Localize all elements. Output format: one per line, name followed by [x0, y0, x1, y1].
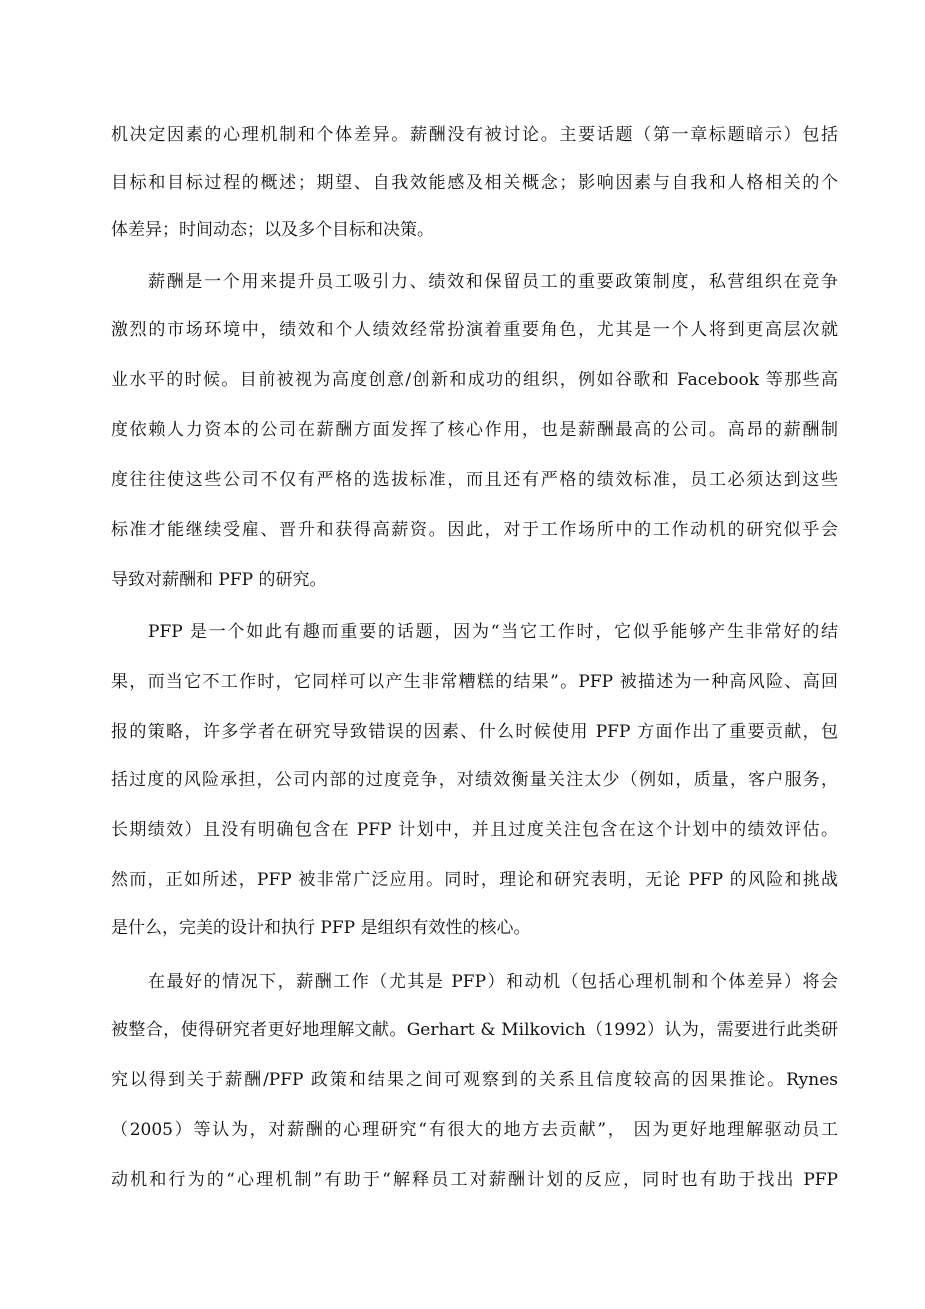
text-line: 体差异；时间动态；以及多个目标和决策。: [111, 220, 434, 240]
text-line: 然而，正如所述，PFP 被非常广泛应用。同时，理论和研究表明，无论 PFP 的风险和挑战: [111, 870, 838, 890]
text-line: 业水平的时候。目前被视为高度创意/创新和成功的组织，例如谷歌和 Facebook 等那些高: [111, 370, 838, 390]
text-line: 果，而当它不工作时，它同样可以产生非常糟糕的结果”。PFP 被描述为一种高风险、高回: [111, 672, 838, 692]
text-line: 度往往使这些公司不仅有严格的选拔标准，而且还有严格的绩效标准，员工必须达到这些: [111, 470, 838, 490]
text-line: 机决定因素的心理机制和个体差异。薪酬没有被讨论。主要话题（第一章标题暗示）包括: [111, 125, 838, 145]
text-line: 度依赖人力资本的公司在薪酬方面发挥了核心作用，也是薪酬最高的公司。高昂的薪酬制: [111, 420, 838, 440]
paragraph-first-line: 薪酬是一个用来提升员工吸引力、绩效和保留员工的重要政策制度，私营组织在竞争: [148, 272, 838, 292]
text-line: 究以得到关于薪酬/PFP 政策和结果之间可观察到的关系且信度较高的因果推论。Rynes: [111, 1070, 838, 1090]
text-line: 是什么，完美的设计和执行 PFP 是组织有效性的核心。: [111, 918, 531, 938]
text-line: 动机和行为的“心理机制”有助于“解释员工对薪酬计划的反应，同时也有助于找出 PFP: [111, 1170, 838, 1190]
text-line: 目标和目标过程的概述；期望、自我效能感及相关概念；影响因素与自我和人格相关的个: [111, 173, 838, 193]
text-line: 导致对薪酬和 PFP 的研究。: [111, 570, 327, 590]
text-line: 激烈的市场环境中，绩效和个人绩效经常扮演着重要角色，尤其是一个人将到更高层次就: [111, 320, 838, 340]
text-line: （2005）等认为，对薪酬的心理研究“有很大的地方去贡献”， 因为更好地理解驱动员工: [111, 1120, 838, 1140]
paragraph-first-line: 在最好的情况下，薪酬工作（尤其是 PFP）和动机（包括心理机制和个体差异）将会: [148, 972, 838, 992]
text-line: 标准才能继续受雇、晋升和获得高薪资。因此，对于工作场所中的工作动机的研究似乎会: [111, 520, 838, 540]
text-line: 括过度的风险承担，公司内部的过度竞争，对绩效衡量关注太少（例如，质量，客户服务，: [111, 770, 838, 790]
text-line: 被整合，使得研究者更好地理解文献。Gerhart & Milkovich（1992）认为，需要进行此类研: [111, 1020, 838, 1040]
text-line: 长期绩效）且没有明确包含在 PFP 计划中，并且过度关注包含在这个计划中的绩效评估。: [111, 820, 838, 840]
text-line: 报的策略，许多学者在研究导致错误的因素、什么时候使用 PFP 方面作出了重要贡献，包: [111, 722, 838, 742]
paragraph-first-line: PFP 是一个如此有趣而重要的话题，因为“当它工作时，它似乎能够产生非常好的结: [148, 622, 838, 642]
